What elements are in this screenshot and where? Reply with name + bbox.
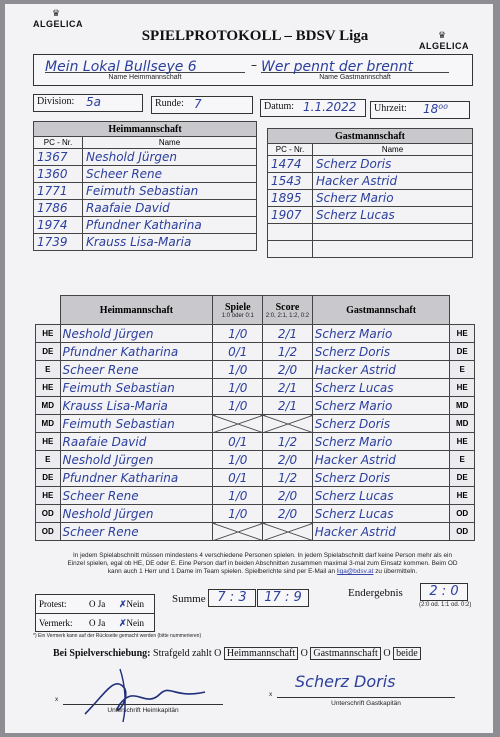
guest-player[interactable]: Scherz Lucas bbox=[312, 505, 450, 523]
games-sum[interactable]: 7 : 3 bbox=[208, 589, 256, 607]
player-name[interactable]: Scherz Doris bbox=[313, 156, 473, 173]
protest-nein-option[interactable] bbox=[119, 599, 144, 610]
game-type-left: OD bbox=[36, 523, 61, 541]
result-value[interactable]: 2 : 0 bbox=[420, 583, 468, 601]
guest-team-label: Name Gastmannschaft bbox=[319, 74, 391, 81]
guest-player[interactable]: Scherz Mario bbox=[312, 397, 450, 415]
player-name[interactable]: Pfundner Katharina bbox=[83, 217, 257, 234]
game-type-left: E bbox=[36, 451, 61, 469]
time-value: 18⁰⁰ bbox=[423, 102, 448, 116]
games-result[interactable] bbox=[213, 523, 263, 541]
guest-player[interactable]: Scherz Mario bbox=[312, 325, 450, 343]
game-row bbox=[36, 523, 475, 541]
date-value: 1.1.2022 bbox=[303, 100, 357, 114]
game-row bbox=[36, 397, 475, 415]
game-row bbox=[36, 379, 475, 397]
protest-footnote: *) Ein Vermerk kann auf der Rückseite gemacht werden (bitte nummerieren) bbox=[33, 633, 202, 639]
player-pc[interactable]: 1786 bbox=[34, 200, 83, 217]
roster-row bbox=[268, 224, 473, 241]
player-name[interactable]: Neshold Jürgen bbox=[83, 149, 257, 166]
home-sig-x: x bbox=[55, 696, 59, 703]
game-type-left: OD bbox=[36, 505, 61, 523]
player-pc[interactable] bbox=[268, 241, 313, 258]
roster-row bbox=[34, 234, 257, 251]
player-pc[interactable]: 1543 bbox=[268, 173, 313, 190]
guest-player[interactable]: Scherz Mario bbox=[312, 433, 450, 451]
team-separator: – bbox=[251, 58, 257, 72]
crown-icon: ♛ bbox=[437, 31, 447, 41]
note-label: Vermerk: bbox=[39, 618, 73, 628]
game-type-right: MD bbox=[450, 397, 475, 415]
score-result[interactable]: 2/0 bbox=[263, 487, 313, 505]
game-row bbox=[36, 325, 475, 343]
guest-sig-x: x bbox=[269, 691, 273, 698]
score-result[interactable]: 2/0 bbox=[263, 361, 313, 379]
score-result[interactable]: 2/0 bbox=[263, 505, 313, 523]
game-type-right: E bbox=[450, 451, 475, 469]
result-label: Endergebnis bbox=[348, 587, 403, 599]
cross-mark-icon: ✗ bbox=[119, 617, 127, 628]
round-field[interactable] bbox=[151, 96, 253, 114]
guest-player[interactable]: Scherz Doris bbox=[312, 469, 450, 487]
home-player[interactable]: Scheer Rene bbox=[60, 523, 213, 541]
col-pc: PC - Nr. bbox=[268, 144, 313, 156]
game-type-left: DE bbox=[36, 343, 61, 361]
roster-row bbox=[34, 183, 257, 200]
home-player[interactable]: Neshold Jürgen bbox=[60, 451, 213, 469]
col-games bbox=[213, 296, 263, 325]
page-title: SPIELPROTOKOLL – BDSV Liga bbox=[141, 28, 369, 44]
note-nein-label: Nein bbox=[126, 617, 145, 628]
player-name[interactable]: Raafaie David bbox=[83, 200, 257, 217]
note-ja-option[interactable]: O Ja bbox=[89, 618, 106, 628]
player-name[interactable]: Scheer Rene bbox=[83, 166, 257, 183]
player-name[interactable] bbox=[313, 241, 473, 258]
col-name: Name bbox=[313, 144, 473, 156]
player-pc[interactable]: 1907 bbox=[268, 207, 313, 224]
home-player[interactable]: Raafaie David bbox=[60, 433, 213, 451]
game-type-right: HE bbox=[450, 379, 475, 397]
guest-signature[interactable]: Scherz Doris bbox=[295, 672, 396, 691]
game-type-right: MD bbox=[450, 415, 475, 433]
game-type-left: HE bbox=[36, 433, 61, 451]
player-pc[interactable]: 1739 bbox=[34, 234, 83, 251]
guest-player[interactable]: Hacker Astrid bbox=[312, 523, 450, 541]
protest-label: Protest: bbox=[39, 599, 67, 609]
logo-text: ALGELICA bbox=[33, 19, 83, 29]
game-type-left: MD bbox=[36, 415, 61, 433]
note-row bbox=[36, 614, 154, 632]
date-field[interactable] bbox=[260, 99, 366, 117]
games-result[interactable]: 1/0 bbox=[213, 325, 263, 343]
result-sub: (2:0 od. 1:1 od. 0:2) bbox=[419, 602, 472, 608]
game-type-left: E bbox=[36, 361, 61, 379]
guest-sig-caption: Unterschrift Gastkapitän bbox=[331, 700, 401, 707]
time-field[interactable] bbox=[370, 101, 470, 119]
roster-row bbox=[268, 241, 473, 258]
col-games-sub: 1:0 oder 0:1 bbox=[221, 312, 254, 319]
games-result[interactable]: 1/0 bbox=[213, 487, 263, 505]
game-row bbox=[36, 433, 475, 451]
home-signature[interactable] bbox=[65, 664, 215, 724]
roster-row bbox=[34, 149, 257, 166]
guest-player[interactable]: Scherz Lucas bbox=[312, 487, 450, 505]
games-result[interactable]: 1/0 bbox=[213, 505, 263, 523]
col-score-title: Score bbox=[275, 301, 300, 313]
rules-note bbox=[65, 552, 460, 576]
round-label: Runde: bbox=[155, 98, 184, 109]
score-result[interactable]: 1/2 bbox=[263, 343, 313, 361]
home-team-line bbox=[45, 56, 245, 73]
games-result[interactable]: 1/0 bbox=[213, 361, 263, 379]
opt-guest-label: Gastmannschaft bbox=[310, 647, 380, 660]
player-pc[interactable]: 1895 bbox=[268, 190, 313, 207]
player-pc[interactable] bbox=[268, 224, 313, 241]
guest-sig-line bbox=[277, 697, 455, 698]
score-result[interactable]: 2/0 bbox=[263, 451, 313, 469]
games-result[interactable]: 1/0 bbox=[213, 451, 263, 469]
date-label: Datum: bbox=[264, 101, 294, 112]
score-sheet bbox=[5, 4, 493, 733]
division-label: Division: bbox=[37, 96, 75, 107]
guest-player[interactable]: Hacker Astrid bbox=[312, 361, 450, 379]
postpone-row bbox=[53, 648, 421, 659]
player-pc[interactable]: 1974 bbox=[34, 217, 83, 234]
game-row bbox=[36, 451, 475, 469]
sum-label: Summe bbox=[172, 593, 206, 605]
games-result[interactable] bbox=[213, 415, 263, 433]
col-guest: Gastmannschaft bbox=[312, 296, 450, 325]
score-sum[interactable]: 17 : 9 bbox=[257, 589, 309, 607]
game-type-left: HE bbox=[36, 379, 61, 397]
player-pc[interactable]: 1367 bbox=[34, 149, 83, 166]
player-pc[interactable]: 1360 bbox=[34, 166, 83, 183]
home-team-label: Name Heimmannschaft bbox=[108, 74, 182, 81]
opt-both[interactable]: O beide bbox=[383, 647, 420, 660]
crown-icon: ♛ bbox=[51, 9, 61, 19]
home-player[interactable]: Neshold Jürgen bbox=[60, 325, 213, 343]
col-score-sub: 2:0, 2:1, 1:2, 0:2 bbox=[265, 312, 310, 319]
opt-guest[interactable]: O Gastmannschaft bbox=[301, 647, 381, 660]
col-name: Name bbox=[83, 137, 257, 149]
home-player[interactable]: Neshold Jürgen bbox=[60, 505, 213, 523]
game-row bbox=[36, 343, 475, 361]
player-name[interactable]: Scherz Mario bbox=[313, 190, 473, 207]
time-label: Uhrzeit: bbox=[374, 103, 407, 114]
guest-team-name[interactable]: Wer pennt der brennt bbox=[261, 59, 414, 75]
player-name[interactable] bbox=[313, 224, 473, 241]
cross-mark-icon: ✗ bbox=[119, 598, 127, 609]
score-result[interactable]: 2/1 bbox=[263, 325, 313, 343]
col-games-title: Spiele bbox=[225, 301, 251, 313]
home-player[interactable]: Feimuth Sebastian bbox=[60, 379, 213, 397]
protest-row bbox=[36, 595, 154, 614]
roster-row bbox=[268, 156, 473, 173]
player-pc[interactable]: 1474 bbox=[268, 156, 313, 173]
division-value: 5a bbox=[86, 95, 101, 109]
note-nein-option[interactable] bbox=[119, 618, 144, 629]
col-score bbox=[263, 296, 313, 325]
game-type-left: HE bbox=[36, 487, 61, 505]
roster-row bbox=[34, 217, 257, 234]
guest-player[interactable]: Scherz Lucas bbox=[312, 379, 450, 397]
logo-left bbox=[33, 9, 83, 36]
guest-player[interactable]: Scherz Doris bbox=[312, 343, 450, 361]
score-result[interactable]: 1/2 bbox=[263, 433, 313, 451]
col-pc: PC - Nr. bbox=[34, 137, 83, 149]
game-row bbox=[36, 361, 475, 379]
game-type-right: HE bbox=[450, 487, 475, 505]
home-team-name[interactable]: Mein Lokal Bullseye 6 bbox=[45, 59, 197, 75]
games-result[interactable]: 0/1 bbox=[213, 343, 263, 361]
home-player[interactable]: Krauss Lisa-Maria bbox=[60, 397, 213, 415]
home-sig-line bbox=[63, 704, 223, 705]
player-name[interactable]: Hacker Astrid bbox=[313, 173, 473, 190]
postpone-fee: Strafgeld zahlt bbox=[153, 648, 212, 659]
home-roster-table bbox=[33, 121, 257, 251]
games-result[interactable]: 0/1 bbox=[213, 433, 263, 451]
games-result[interactable]: 1/0 bbox=[213, 397, 263, 415]
game-type-right: OD bbox=[450, 523, 475, 541]
opt-home[interactable]: O Heimmannschaft bbox=[214, 647, 298, 660]
home-player[interactable]: Feimuth Sebastian bbox=[60, 415, 213, 433]
guest-team-line bbox=[261, 56, 449, 73]
opt-both-label: beide bbox=[393, 647, 421, 660]
postpone-label: Bei Spielverschiebung: bbox=[53, 648, 151, 659]
round-value: 7 bbox=[194, 97, 202, 111]
guest-roster-title: Gastmannschaft bbox=[268, 129, 473, 144]
score-result[interactable]: 2/1 bbox=[263, 379, 313, 397]
score-result[interactable] bbox=[263, 415, 313, 433]
score-result[interactable] bbox=[263, 523, 313, 541]
roster-row bbox=[34, 166, 257, 183]
protest-nein-label: Nein bbox=[126, 598, 145, 609]
game-type-right: HE bbox=[450, 433, 475, 451]
email-link[interactable]: liga@bdsv.at bbox=[336, 568, 374, 575]
game-row bbox=[36, 469, 475, 487]
guest-player[interactable]: Scherz Doris bbox=[312, 415, 450, 433]
home-player[interactable]: Pfundner Katharina bbox=[60, 469, 213, 487]
player-name[interactable]: Krauss Lisa-Maria bbox=[83, 234, 257, 251]
game-row bbox=[36, 415, 475, 433]
score-result[interactable]: 2/1 bbox=[263, 397, 313, 415]
roster-row bbox=[268, 173, 473, 190]
division-field[interactable] bbox=[33, 94, 143, 112]
player-name[interactable]: Scherz Lucas bbox=[313, 207, 473, 224]
protest-box bbox=[35, 594, 155, 632]
roster-row bbox=[34, 200, 257, 217]
game-type-left: DE bbox=[36, 469, 61, 487]
game-type-right: OD bbox=[450, 505, 475, 523]
game-row bbox=[36, 505, 475, 523]
game-type-right: E bbox=[450, 361, 475, 379]
rules-text: In jedem Spielabschnitt müssen mindestens 4 verschiedene Personen spielen. In jedem Spielabschnitt darf keine Person mehr als ein Einzel spielen, egal ob HE, DE oder E. Eine Person darf in beiden Abschnitten zusammen maximal 3-mal zum Einsatz kommen. Beim OD kann auch 1 Herr und 1 Dame im Team spielen. Spielberichte sind per E-Mail an bbox=[67, 552, 458, 575]
game-type-right: DE bbox=[450, 343, 475, 361]
home-player[interactable]: Pfundner Katharina bbox=[60, 343, 213, 361]
home-player[interactable]: Scheer Rene bbox=[60, 361, 213, 379]
game-type-right: DE bbox=[450, 469, 475, 487]
guest-player[interactable]: Hacker Astrid bbox=[312, 451, 450, 469]
home-player[interactable]: Scheer Rene bbox=[60, 487, 213, 505]
games-result[interactable]: 1/0 bbox=[213, 379, 263, 397]
roster-row bbox=[268, 190, 473, 207]
logo-text: ALGELICA bbox=[419, 41, 469, 51]
roster-row bbox=[268, 207, 473, 224]
rules-tail: zu übermitteln. bbox=[375, 568, 418, 575]
game-type-right: HE bbox=[450, 325, 475, 343]
protest-ja-option[interactable]: O Ja bbox=[89, 599, 106, 609]
col-home: Heimmannschaft bbox=[60, 296, 213, 325]
player-pc[interactable]: 1771 bbox=[34, 183, 83, 200]
game-row bbox=[36, 487, 475, 505]
home-roster-title: Heimmannschaft bbox=[34, 122, 257, 137]
home-sig-caption: Unterschrift Heimkapitän bbox=[107, 707, 179, 714]
guest-roster-table bbox=[267, 128, 473, 258]
game-type-left: MD bbox=[36, 397, 61, 415]
score-result[interactable]: 1/2 bbox=[263, 469, 313, 487]
games-table bbox=[35, 295, 475, 541]
games-result[interactable]: 0/1 bbox=[213, 469, 263, 487]
player-name[interactable]: Feimuth Sebastian bbox=[83, 183, 257, 200]
game-type-left: HE bbox=[36, 325, 61, 343]
opt-home-label: Heimmannschaft bbox=[224, 647, 298, 660]
